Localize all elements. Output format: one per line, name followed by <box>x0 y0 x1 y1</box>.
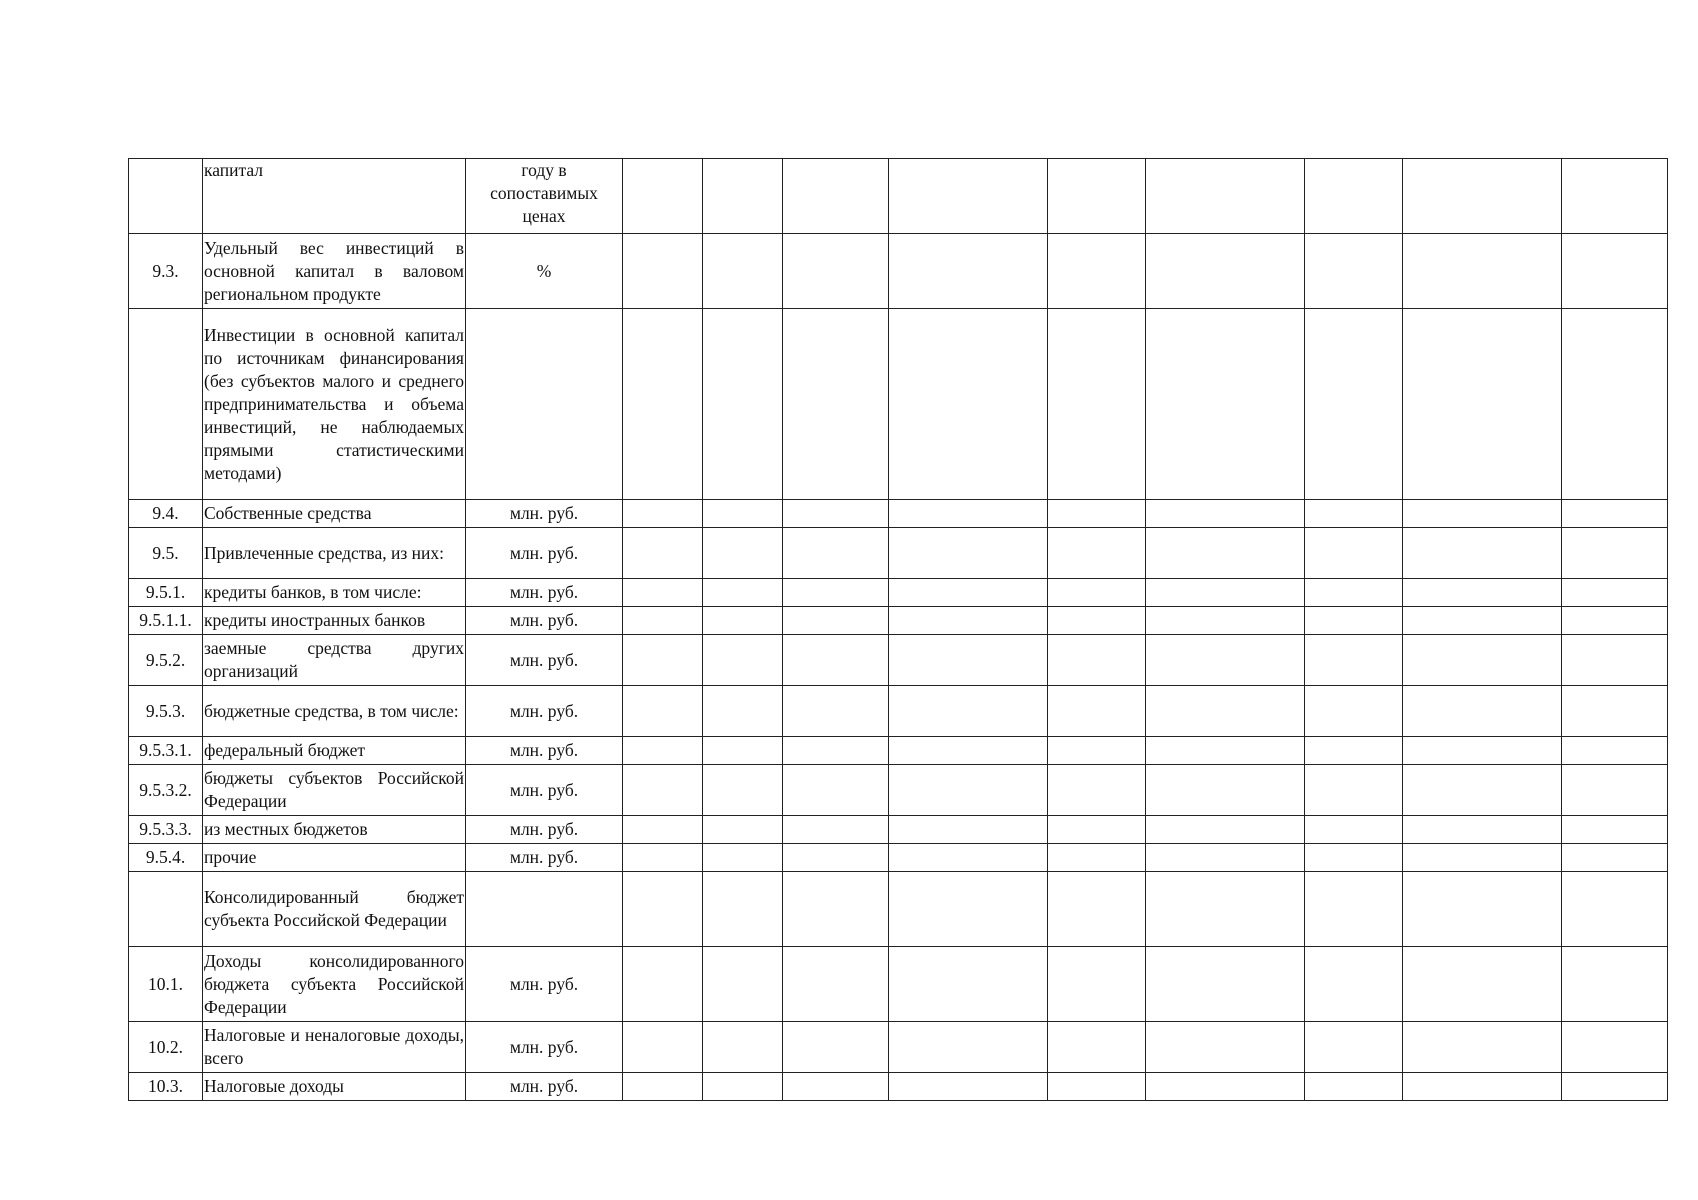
value-cell <box>1305 1022 1403 1073</box>
value-cell <box>889 947 1048 1022</box>
value-cell <box>1305 844 1403 872</box>
value-cell <box>1562 872 1668 947</box>
table-row <box>129 1022 1668 1073</box>
value-cell <box>1562 309 1668 500</box>
value-cell <box>703 159 783 234</box>
row-number: 9.3. <box>129 234 203 309</box>
value-cell <box>1562 500 1668 528</box>
value-cell <box>889 234 1048 309</box>
indicator-name: Консолидированный бюджет субъекта Российской Федерации <box>203 872 466 947</box>
value-cell <box>889 686 1048 737</box>
value-cell <box>1146 686 1305 737</box>
value-cell <box>1146 528 1305 579</box>
value-cell <box>783 844 889 872</box>
value-cell <box>1305 947 1403 1022</box>
unit-of-measure: году в сопоставимых ценах <box>466 159 623 234</box>
value-cell <box>1562 528 1668 579</box>
value-cell <box>1146 500 1305 528</box>
value-cell <box>1403 765 1562 816</box>
indicator-name: Привлеченные средства, из них: <box>203 528 466 579</box>
value-cell <box>783 309 889 500</box>
value-cell <box>1562 844 1668 872</box>
value-cell <box>1562 635 1668 686</box>
value-cell <box>703 816 783 844</box>
indicator-name: из местных бюджетов <box>203 816 466 844</box>
value-cell <box>783 737 889 765</box>
value-cell <box>1146 872 1305 947</box>
value-cell <box>1403 528 1562 579</box>
value-cell <box>889 816 1048 844</box>
value-cell <box>783 528 889 579</box>
value-cell <box>1048 234 1146 309</box>
table-row <box>129 309 1668 500</box>
unit-of-measure: млн. руб. <box>466 528 623 579</box>
unit-of-measure: % <box>466 234 623 309</box>
value-cell <box>889 737 1048 765</box>
row-number <box>129 872 203 947</box>
indicator-name: Налоговые доходы <box>203 1073 466 1101</box>
row-number <box>129 159 203 234</box>
unit-of-measure: млн. руб. <box>466 765 623 816</box>
value-cell <box>623 500 703 528</box>
indicator-name: кредиты иностранных банков <box>203 607 466 635</box>
value-cell <box>1305 579 1403 607</box>
value-cell <box>623 234 703 309</box>
value-cell <box>1146 765 1305 816</box>
value-cell <box>623 1022 703 1073</box>
indicator-name: кредиты банков, в том числе: <box>203 579 466 607</box>
unit-of-measure: млн. руб. <box>466 500 623 528</box>
value-cell <box>1305 528 1403 579</box>
value-cell <box>1048 737 1146 765</box>
table-row <box>129 579 1668 607</box>
value-cell <box>623 816 703 844</box>
value-cell <box>703 635 783 686</box>
table-row <box>129 816 1668 844</box>
value-cell <box>1305 872 1403 947</box>
row-number: 9.5.2. <box>129 635 203 686</box>
value-cell <box>1305 1073 1403 1101</box>
row-number: 9.5.3.3. <box>129 816 203 844</box>
value-cell <box>889 607 1048 635</box>
value-cell <box>1562 737 1668 765</box>
value-cell <box>783 500 889 528</box>
table-row <box>129 1073 1668 1101</box>
value-cell <box>889 844 1048 872</box>
row-number: 10.1. <box>129 947 203 1022</box>
value-cell <box>703 844 783 872</box>
value-cell <box>623 309 703 500</box>
value-cell <box>783 234 889 309</box>
indicator-name: Доходы консолидированного бюджета субъекта Российской Федерации <box>203 947 466 1022</box>
value-cell <box>1048 816 1146 844</box>
value-cell <box>889 1022 1048 1073</box>
row-number: 9.5.4. <box>129 844 203 872</box>
value-cell <box>1146 737 1305 765</box>
indicator-name: Удельный вес инвестиций в основной капитал в валовом региональном продукте <box>203 234 466 309</box>
value-cell <box>1146 607 1305 635</box>
value-cell <box>1146 816 1305 844</box>
value-cell <box>623 159 703 234</box>
value-cell <box>623 1073 703 1101</box>
value-cell <box>889 159 1048 234</box>
value-cell <box>1562 579 1668 607</box>
indicators-table <box>128 158 1668 1101</box>
value-cell <box>1562 234 1668 309</box>
value-cell <box>783 1073 889 1101</box>
unit-of-measure: млн. руб. <box>466 737 623 765</box>
value-cell <box>1403 1073 1562 1101</box>
row-number: 10.2. <box>129 1022 203 1073</box>
unit-of-measure <box>466 309 623 500</box>
value-cell <box>703 579 783 607</box>
value-cell <box>783 579 889 607</box>
unit-of-measure: млн. руб. <box>466 844 623 872</box>
value-cell <box>1562 686 1668 737</box>
value-cell <box>1048 159 1146 234</box>
value-cell <box>703 872 783 947</box>
indicator-name: заемные средства других организаций <box>203 635 466 686</box>
value-cell <box>1048 1022 1146 1073</box>
value-cell <box>703 309 783 500</box>
indicator-name: Инвестиции в основной капитал по источникам финансирования (без субъектов малого и среднего предпринимательства и объема инвестиций, не наблюдаемых прямыми статистическими методами) <box>203 309 466 500</box>
value-cell <box>1146 579 1305 607</box>
value-cell <box>1146 1022 1305 1073</box>
value-cell <box>889 579 1048 607</box>
value-cell <box>783 686 889 737</box>
value-cell <box>1562 159 1668 234</box>
value-cell <box>1048 872 1146 947</box>
value-cell <box>1403 686 1562 737</box>
value-cell <box>1305 500 1403 528</box>
value-cell <box>703 737 783 765</box>
value-cell <box>1403 635 1562 686</box>
value-cell <box>889 1073 1048 1101</box>
table-row <box>129 686 1668 737</box>
value-cell <box>623 686 703 737</box>
value-cell <box>623 872 703 947</box>
value-cell <box>1305 309 1403 500</box>
value-cell <box>703 528 783 579</box>
table-row <box>129 234 1668 309</box>
table-row <box>129 765 1668 816</box>
value-cell <box>1146 844 1305 872</box>
value-cell <box>1146 309 1305 500</box>
table-row <box>129 872 1668 947</box>
value-cell <box>1305 816 1403 844</box>
row-number: 9.5.3.1. <box>129 737 203 765</box>
value-cell <box>783 872 889 947</box>
value-cell <box>1403 844 1562 872</box>
unit-of-measure <box>466 872 623 947</box>
value-cell <box>1305 234 1403 309</box>
value-cell <box>703 607 783 635</box>
indicator-name: федеральный бюджет <box>203 737 466 765</box>
value-cell <box>1146 947 1305 1022</box>
unit-of-measure: млн. руб. <box>466 1022 623 1073</box>
value-cell <box>1305 607 1403 635</box>
value-cell <box>623 765 703 816</box>
indicator-name: Собственные средства <box>203 500 466 528</box>
value-cell <box>1403 159 1562 234</box>
table-row <box>129 737 1668 765</box>
value-cell <box>783 159 889 234</box>
table-row <box>129 947 1668 1022</box>
value-cell <box>1562 607 1668 635</box>
table-row <box>129 159 1668 234</box>
unit-of-measure: млн. руб. <box>466 1073 623 1101</box>
value-cell <box>703 947 783 1022</box>
value-cell <box>783 765 889 816</box>
table-row <box>129 844 1668 872</box>
value-cell <box>623 528 703 579</box>
unit-of-measure: млн. руб. <box>466 947 623 1022</box>
row-number: 9.5.1.1. <box>129 607 203 635</box>
table-row <box>129 635 1668 686</box>
value-cell <box>1562 1022 1668 1073</box>
table-row <box>129 528 1668 579</box>
indicator-name: капитал <box>203 159 466 234</box>
value-cell <box>1146 1073 1305 1101</box>
row-number: 9.5.3. <box>129 686 203 737</box>
value-cell <box>889 765 1048 816</box>
value-cell <box>623 844 703 872</box>
value-cell <box>1146 635 1305 686</box>
value-cell <box>1048 686 1146 737</box>
row-number: 9.5.3.2. <box>129 765 203 816</box>
value-cell <box>623 579 703 607</box>
row-number: 9.4. <box>129 500 203 528</box>
value-cell <box>783 607 889 635</box>
row-number: 10.3. <box>129 1073 203 1101</box>
value-cell <box>703 765 783 816</box>
table-row <box>129 607 1668 635</box>
value-cell <box>1048 579 1146 607</box>
value-cell <box>1048 528 1146 579</box>
value-cell <box>783 1022 889 1073</box>
value-cell <box>1048 765 1146 816</box>
value-cell <box>623 635 703 686</box>
value-cell <box>703 1022 783 1073</box>
unit-of-measure: млн. руб. <box>466 579 623 607</box>
value-cell <box>889 528 1048 579</box>
value-cell <box>1146 159 1305 234</box>
value-cell <box>1403 737 1562 765</box>
value-cell <box>1403 500 1562 528</box>
value-cell <box>703 686 783 737</box>
value-cell <box>623 947 703 1022</box>
value-cell <box>889 635 1048 686</box>
value-cell <box>1048 1073 1146 1101</box>
table-row <box>129 500 1668 528</box>
value-cell <box>1305 635 1403 686</box>
unit-of-measure: млн. руб. <box>466 686 623 737</box>
value-cell <box>1048 500 1146 528</box>
value-cell <box>703 234 783 309</box>
unit-of-measure: млн. руб. <box>466 635 623 686</box>
row-number: 9.5.1. <box>129 579 203 607</box>
value-cell <box>1403 579 1562 607</box>
value-cell <box>703 500 783 528</box>
value-cell <box>1146 234 1305 309</box>
value-cell <box>1562 765 1668 816</box>
unit-of-measure: млн. руб. <box>466 816 623 844</box>
value-cell <box>1403 872 1562 947</box>
value-cell <box>889 309 1048 500</box>
indicator-name: Налоговые и неналоговые доходы, всего <box>203 1022 466 1073</box>
value-cell <box>1403 816 1562 844</box>
value-cell <box>1305 686 1403 737</box>
value-cell <box>1048 635 1146 686</box>
value-cell <box>783 635 889 686</box>
value-cell <box>1305 159 1403 234</box>
value-cell <box>1403 309 1562 500</box>
value-cell <box>1048 309 1146 500</box>
value-cell <box>623 737 703 765</box>
value-cell <box>889 500 1048 528</box>
value-cell <box>1048 947 1146 1022</box>
indicator-name: прочие <box>203 844 466 872</box>
value-cell <box>1305 737 1403 765</box>
value-cell <box>1403 947 1562 1022</box>
value-cell <box>1562 947 1668 1022</box>
row-number <box>129 309 203 500</box>
indicator-name: бюджеты субъектов Российской Федерации <box>203 765 466 816</box>
value-cell <box>623 607 703 635</box>
unit-of-measure: млн. руб. <box>466 607 623 635</box>
value-cell <box>1403 234 1562 309</box>
value-cell <box>783 947 889 1022</box>
value-cell <box>1403 1022 1562 1073</box>
value-cell <box>1403 607 1562 635</box>
row-number: 9.5. <box>129 528 203 579</box>
value-cell <box>1048 607 1146 635</box>
indicator-name: бюджетные средства, в том числе: <box>203 686 466 737</box>
value-cell <box>703 1073 783 1101</box>
value-cell <box>783 816 889 844</box>
value-cell <box>1562 816 1668 844</box>
value-cell <box>1305 765 1403 816</box>
value-cell <box>1562 1073 1668 1101</box>
value-cell <box>889 872 1048 947</box>
value-cell <box>1048 844 1146 872</box>
